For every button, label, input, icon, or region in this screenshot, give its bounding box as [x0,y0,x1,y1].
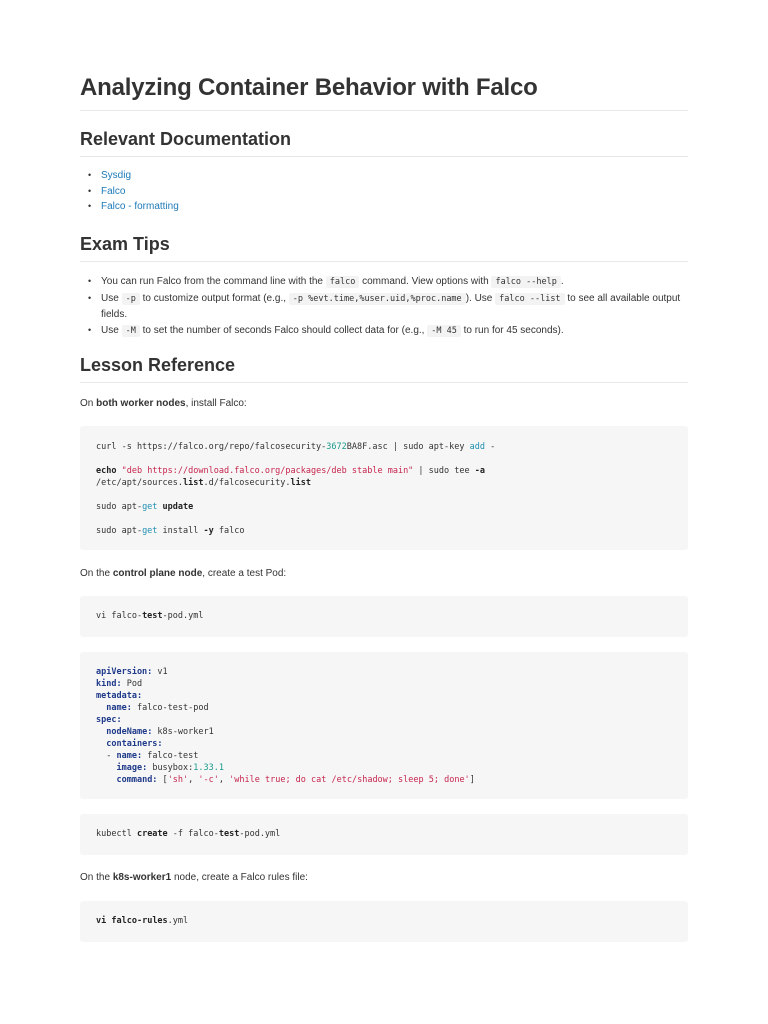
step-text: On the [80,872,111,883]
tip-text: Use [101,324,119,336]
inline-code: -p [122,293,140,305]
code-pod-yaml: apiVersion: v1 kind: Pod metadata: name: falco-test-pod spec: nodeName: k8s-worker1 containers: - name: falco-test image: busybox:1.33.1 command: ['sh', '-c', 'while true; do cat /etc/shadow; sleep 5; done'] [96,667,475,785]
exam-tips-heading: Exam Tips [80,234,688,262]
step-text: node, create a Falco rules file: [173,872,308,883]
step-control-plane [80,568,286,579]
inline-code: -M [122,325,140,337]
step-bold: control plane node [112,568,203,579]
inline-code: -M 45 [427,325,461,337]
tip-text: to customize output format (e.g., [142,292,287,304]
page-title: Analyzing Container Behavior with Falco [80,74,688,111]
code-vi-rules: vi falco-rules.yml [96,916,189,926]
tip-text: ). Use [465,292,493,304]
code-kubectl-create: kubectl create -f falco-test-pod.yml [96,829,281,839]
list-item [80,184,688,200]
code-vi-pod: vi falco-test-pod.yml [96,611,204,621]
link-sysdig[interactable]: Sysdig [101,170,132,181]
step-worker-nodes [80,398,247,409]
step-text: On [80,398,94,409]
inline-code: -p %evt.time,%user.uid,%proc.name [289,293,466,305]
step-bold: both worker nodes [96,398,186,409]
list-item [80,274,688,291]
step-bold: k8s-worker1 [112,872,172,883]
code-install: curl -s https://falco.org/repo/falcosecurity-3672BA8F.asc | sudo apt-key add - echo "deb https://download.falco.org/packages/deb stable main" | sudo tee -a /etc/apt/sources.list.d/falcosecurity.list sudo apt-get update sudo apt-get install -y falco [96,442,496,536]
list-item [80,323,688,340]
code-block-install [80,426,688,550]
inline-code: falco [326,276,360,288]
tip-text: to set the number of seconds Falco should collect data for (e.g., [142,324,425,336]
tip-text: You can run Falco from the command line with the [101,276,323,287]
tip-text: to run for 45 seconds). [463,324,564,336]
relevant-docs-heading: Relevant Documentation [80,129,688,157]
exam-tips-list [80,274,688,339]
code-block-vi-pod [80,596,688,637]
lesson-reference-heading: Lesson Reference [80,355,688,383]
step-text: , create a test Pod: [202,568,287,579]
inline-code: falco --help [491,276,560,288]
inline-code: falco --list [495,293,564,305]
tip-text: to see all available output fields. [101,292,681,320]
tip-text: command. View options with [362,276,489,287]
list-item [80,199,688,215]
code-block-vi-rules [80,901,688,942]
link-falco-formatting[interactable]: Falco - formatting [101,201,179,212]
code-block-kubectl-create [80,814,688,855]
list-item [80,291,688,323]
step-worker1 [80,872,308,883]
code-block-pod-yaml [80,652,688,799]
step-text: , install Falco: [185,398,247,409]
tip-text: . [560,276,564,287]
step-text: On the [80,568,111,579]
tip-text: Use [101,292,119,304]
link-falco[interactable]: Falco [101,185,126,197]
docs-link-list [80,168,688,215]
list-item [80,168,688,184]
